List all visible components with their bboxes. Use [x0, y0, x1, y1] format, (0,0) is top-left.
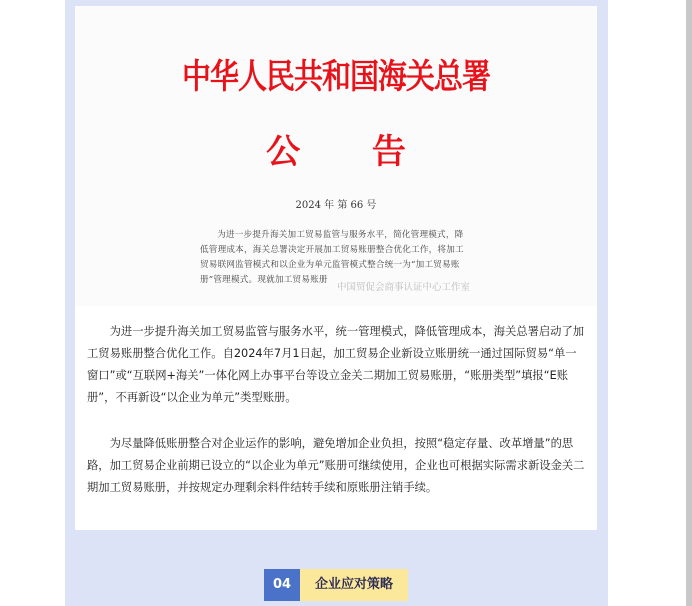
article-paragraph: 为尽量降低账册整合对企业运作的影响，避免增加企业负担，按照“稳定存量、改革增量”的思路，加工贸易企业前期已设立的“以企业为单元”账册可继续使用，企业也可根据实际需求新设金关二期加工贸易账册，并按规定办理剩余料件结转手续和原账册注销手续。 — [87, 437, 585, 494]
notice-heading: 公 告 — [266, 132, 436, 172]
watermark-text: 中国贸促会商事认证中心工作室 — [337, 282, 471, 293]
notice-number: 2024 年 第 66 号 — [295, 200, 377, 211]
notice-issuer-title: 中华人民共和国海关总署 — [181, 56, 490, 97]
section-header — [264, 569, 408, 601]
scrollbar[interactable] — [686, 0, 692, 606]
article-card — [75, 6, 597, 530]
section-number-badge: 04 — [264, 569, 300, 601]
notice-document-image — [75, 6, 597, 306]
notice-body-text: 为进一步提升海关加工贸易监管与服务水平，简化管理模式，降低管理成本，海关总署决定开展加工贸易账册整合优化工作，将加工贸易联网监管模式和以企业为单元监管模式整合统一为“加工贸易账册”管理模式。现就加工贸易账册 — [200, 230, 464, 285]
article-paragraph: 为进一步提升海关加工贸易监管与服务水平，统一管理模式，降低管理成本，海关总署启动了加工贸易账册整合优化工作。自2024年7月1日起，加工贸易企业新设立账册统一通过国际贸易“单一窗口”或“互联网+海关”一体化网上办事平台等设立金关二期加工贸易账册，“账册类型”填报“E账册”，不再新设“以企业为单元”类型账册。 — [87, 325, 585, 404]
section-title: 企业应对策略 — [300, 569, 408, 601]
